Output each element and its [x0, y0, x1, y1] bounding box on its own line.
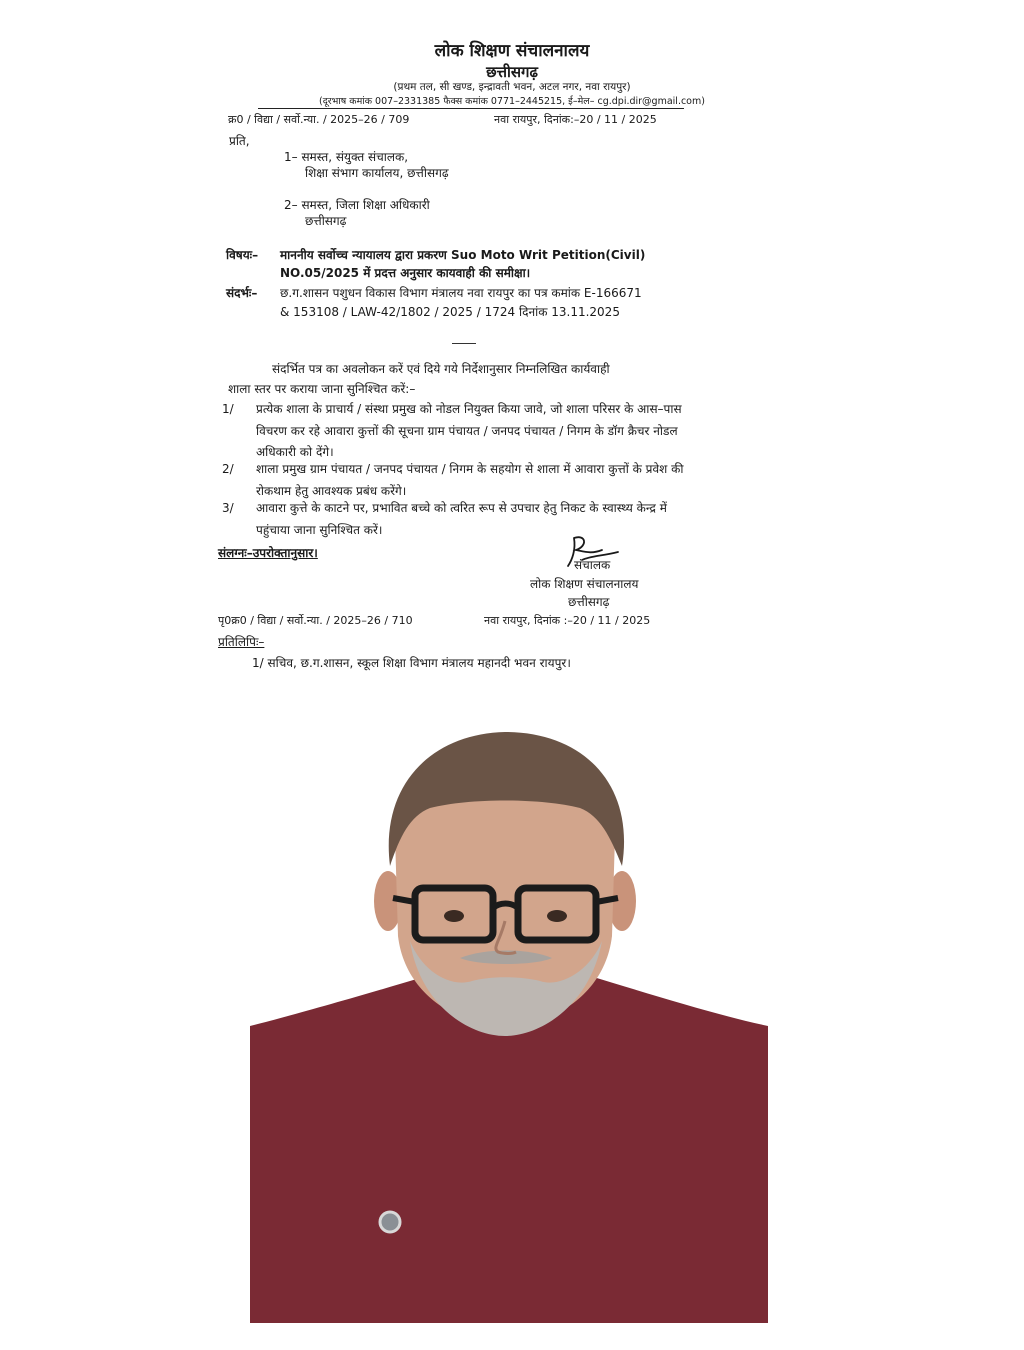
point-2-text: शाला प्रमुख ग्राम पंचायत / जनपद पंचायत / निगम के सहयोग से शाला में आवारा कुत्तों के प्रवेश की रोकथाम हेतु आवश्यक प्रबंध करेंगे। [256, 462, 684, 498]
point-2-number: 2/ [222, 462, 234, 476]
point-1-number: 1/ [222, 402, 234, 416]
signatory-title: संचालक [574, 558, 611, 572]
shirt-badge [380, 1212, 400, 1232]
office-name: लोक शिक्षण संचालनालय [434, 41, 590, 61]
reference-line1: छ.ग.शासन पशुधन विकास विभाग मंत्रालय नवा रायपुर का पत्र कमांक E-166671 [280, 286, 642, 300]
state-name: छत्तीसगढ़ [486, 63, 538, 81]
left-eye [444, 910, 464, 922]
right-eye [547, 910, 567, 922]
point-1-text: प्रत्येक शाला के प्राचार्य / संस्था प्रमुख को नोडल नियुक्त किया जावे, जो शाला परिसर के आस–पास विचरण कर रहे आवारा कुत्तों की सूचना ग्राम पंचायत / जनपद पंचायत / निगम के डॉग क्रैचर नोडल अधिकारी को देंगे। [256, 402, 682, 459]
copy-ref-date: नवा रायपुर, दिनांक :–20 / 11 / 2025 [484, 614, 651, 627]
signatory-state: छत्तीसगढ़ [568, 595, 610, 609]
point-3-text: आवारा कुत्ते के काटने पर, प्रभावित बच्चे को त्वरित रूप से उपचार हेतु निकट के स्वास्थ्य केन्द्र में पहुंचाया जाना सुनिश्चित करें। [256, 501, 667, 537]
point-3-number: 3/ [222, 501, 234, 515]
copy-label: प्रतिलिपिः– [218, 635, 265, 649]
copy-item-1: 1/ सचिव, छ.ग.शासन, स्कूल शिक्षा विभाग मंत्रालय महानदी भवन रायपुर। [252, 656, 571, 670]
reference-line2: & 153108 / LAW-42/1802 / 2025 / 1724 दिनांक 13.11.2025 [280, 305, 620, 319]
letter-number: क्र0 / विद्या / सर्वो.न्या. / 2025–26 / 709 [228, 113, 410, 126]
header-divider [258, 108, 684, 109]
portrait-photo [250, 726, 768, 1323]
body-intro-1: संदर्भित पत्र का अवलोकन करें एवं दिये गये निर्देशानुसार निम्नलिखित कार्यवाही [272, 362, 610, 376]
glasses-right-arm [596, 898, 618, 902]
signatory-office: लोक शिक्षण संचालनालय [530, 577, 639, 591]
copy-ref-number: पृ0क्र0 / विद्या / सर्वो.न्या. / 2025–26 / 710 [218, 614, 413, 627]
reference-label: संदर्भः– [226, 286, 258, 300]
prati-label: प्रति, [229, 134, 250, 148]
office-address: (प्रथम तल, सी खण्ड, इन्द्रावती भवन, अटल नगर, नवा रायपुर) [393, 81, 631, 93]
addressee-2-line2: छत्तीसगढ़ [305, 214, 347, 228]
body-intro-2: शाला स्तर पर कराया जाना सुनिश्चित करें:– [228, 382, 416, 396]
section-divider [452, 343, 476, 344]
addressee-1-line2: शिक्षा संभाग कार्यालय, छत्तीसगढ़ [305, 166, 449, 180]
addressee-2-line1: 2– समस्त, जिला शिक्षा अधिकारी [284, 198, 430, 212]
glasses-left-arm [393, 898, 415, 902]
subject-label: विषयः– [226, 248, 259, 262]
subject-line1: माननीय सर्वोच्च न्यायालय द्वारा प्रकरण Suo Moto Writ Petition(Civil) [280, 248, 646, 262]
office-contact: (दूरभाष कमांक 007–2331385 फैक्स कमांक 0771–2445215, ई–मेल– cg.dpi.dir@gmail.com) [319, 96, 705, 107]
portrait-illustration [250, 726, 768, 1323]
subject-line2: NO.05/2025 में प्रदत्त अनुसार कायवाही की समीक्षा। [280, 266, 531, 280]
letter-date: नवा रायपुर, दिनांक:–20 / 11 / 2025 [494, 113, 657, 126]
enclosure-note: संलग्नः–उपरोक्तानुसार। [218, 546, 318, 560]
addressee-1-line1: 1– समस्त, संयुक्त संचालक, [284, 150, 409, 164]
